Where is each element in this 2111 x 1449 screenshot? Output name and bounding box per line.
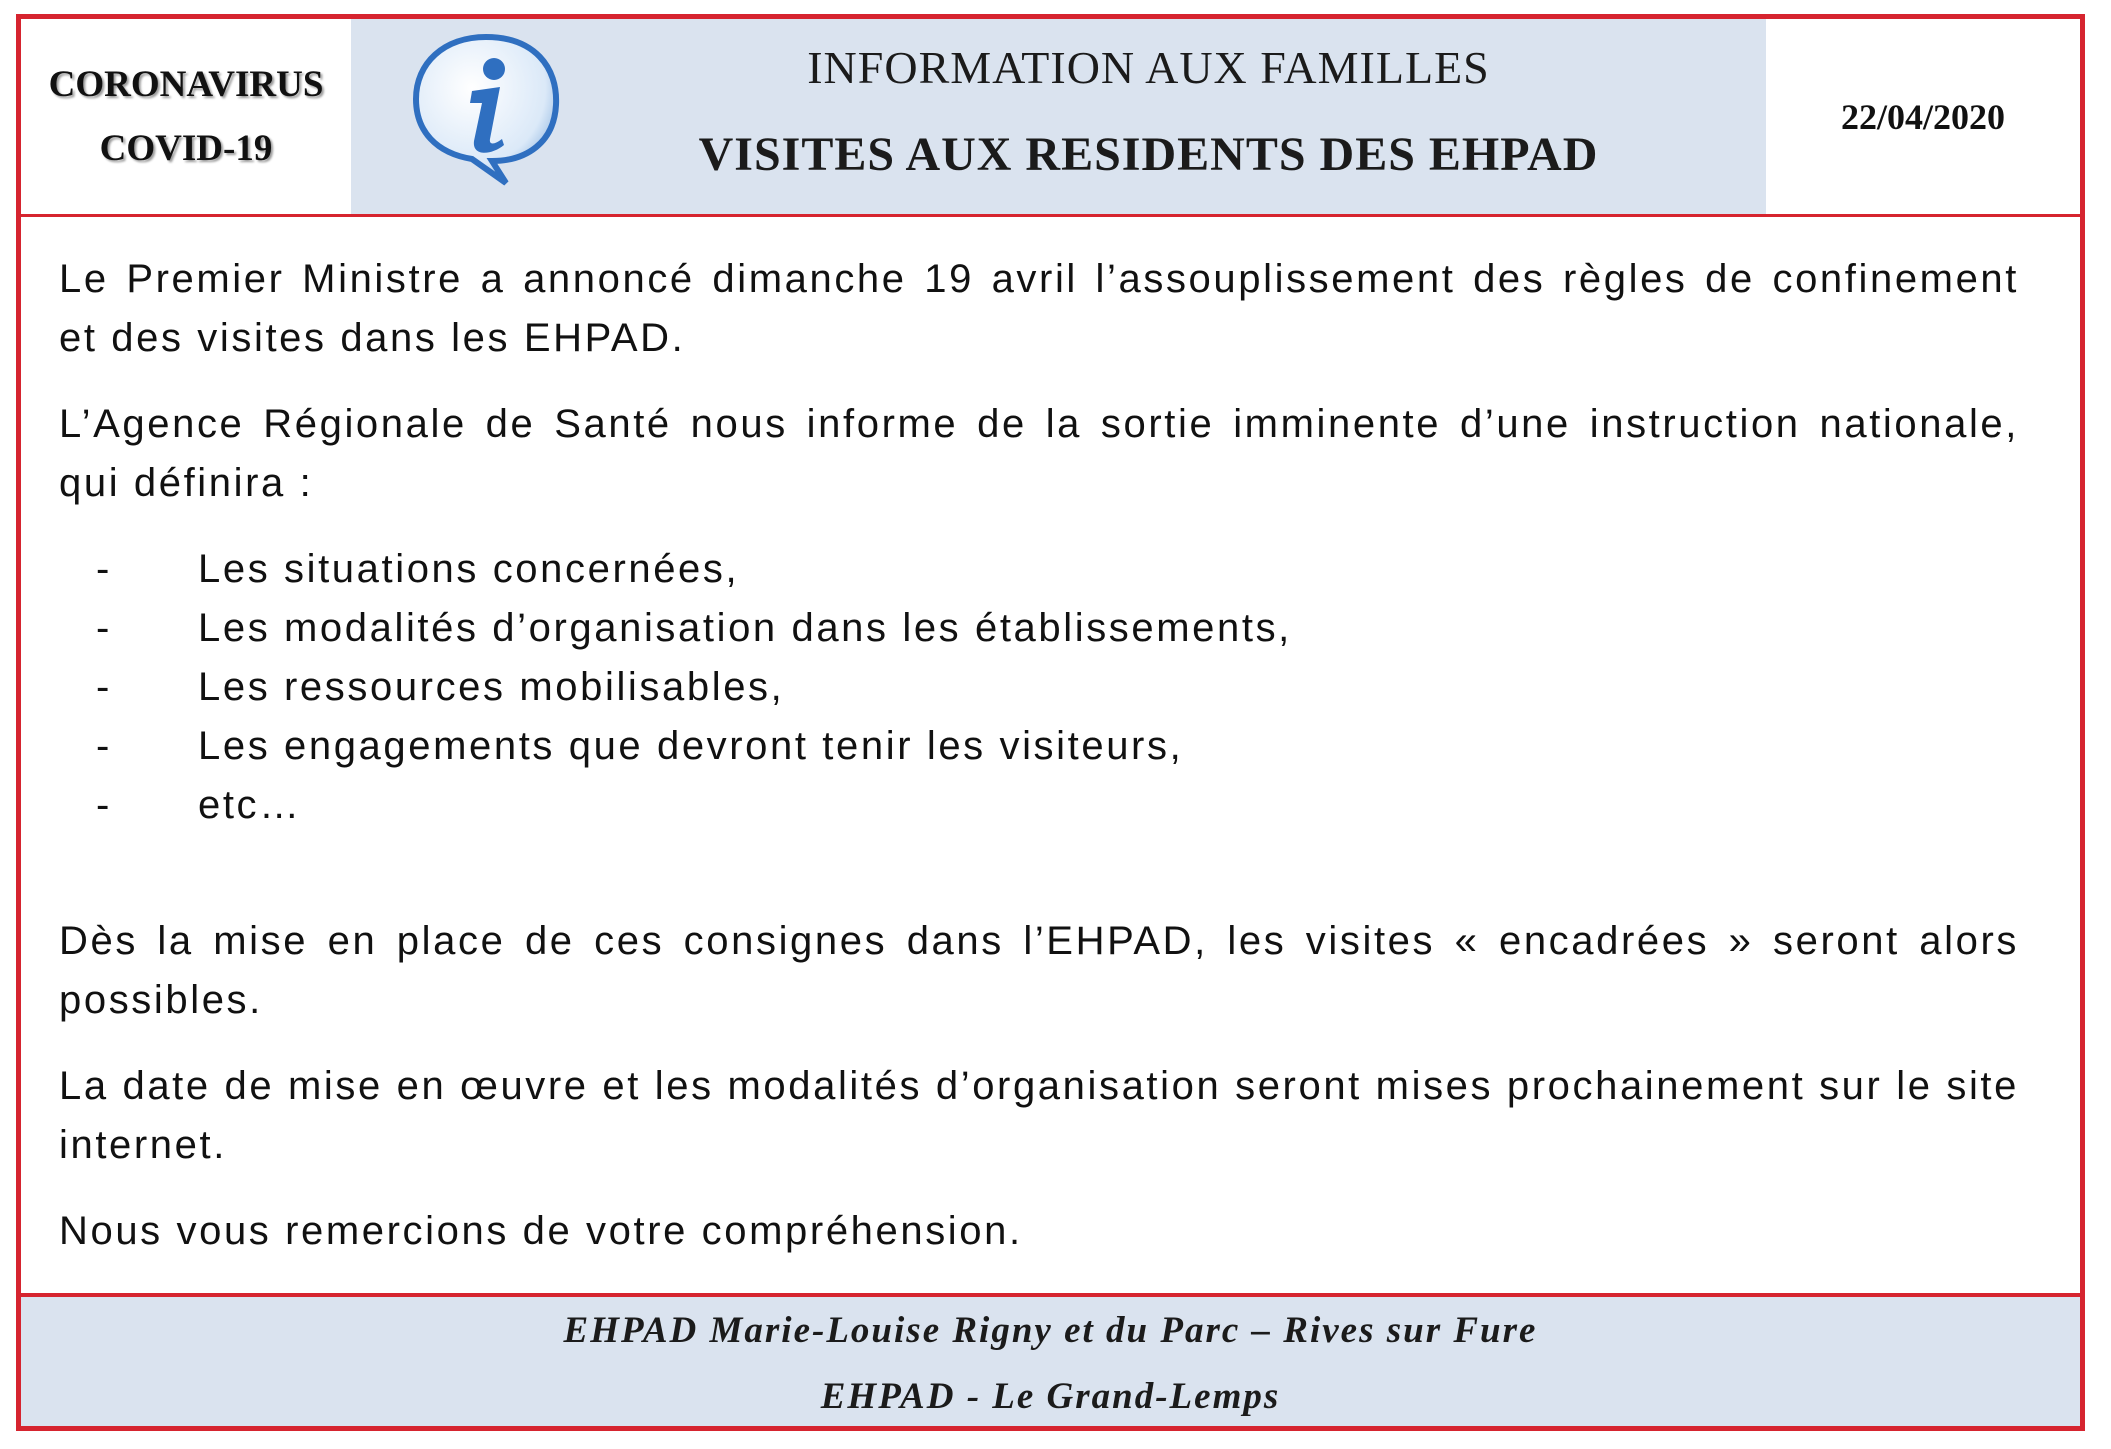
list-item — [59, 776, 2019, 835]
list-dash: - — [96, 783, 112, 827]
paragraph-thanks: Nous vous remercions de votre compréhension. — [59, 1209, 1023, 1253]
instruction-list — [59, 540, 2019, 835]
notice-body — [59, 250, 2019, 1288]
paragraph-website: La date de mise en œuvre et les modalités d’organisation seront mises prochainement sur le site internet. — [59, 1064, 2019, 1167]
list-item — [59, 540, 2019, 599]
list-item-text: Les modalités d’organisation dans les établissements, — [198, 606, 1292, 650]
footer-line2: EHPAD - Le Grand-Lemps — [820, 1376, 1281, 1417]
paragraph-ars: L’Agence Régionale de Santé nous informe de la sortie imminente d’une instruction nationale, qui définira : — [59, 402, 2019, 505]
header — [21, 19, 2080, 217]
notice-date: 22/04/2020 — [1840, 96, 2005, 137]
list-item-text: etc… — [198, 783, 302, 827]
header-title-panel — [351, 19, 1766, 214]
list-item-text: Les ressources mobilisables, — [198, 665, 785, 709]
list-item — [59, 658, 2019, 717]
page-title: INFORMATION AUX FAMILLES — [807, 42, 1490, 93]
covid-label-line2: COVID-19 — [99, 127, 273, 169]
list-dash: - — [96, 665, 112, 709]
list-item — [59, 599, 2019, 658]
list-item — [59, 717, 2019, 776]
paragraph-visits: Dès la mise en place de ces consignes dans l’EHPAD, les visites « encadrées » seront alors possibles. — [59, 919, 2019, 1022]
page-subtitle: VISITES AUX RESIDENTS DES EHPAD — [698, 128, 1599, 181]
list-item-text: Les engagements que devront tenir les visiteurs, — [198, 724, 1184, 768]
covid-label — [21, 19, 351, 214]
list-dash: - — [96, 547, 112, 591]
list-dash: - — [96, 724, 112, 768]
info-speech-bubble-icon — [406, 27, 566, 187]
list-dash: - — [96, 606, 112, 650]
list-item-text: Les situations concernées, — [198, 547, 740, 591]
covid-label-line1: CORONAVIRUS — [48, 63, 324, 105]
footer-line1: EHPAD Marie-Louise Rigny et du Parc – Rives sur Fure — [563, 1310, 1538, 1351]
paragraph-announcement: Le Premier Ministre a annoncé dimanche 19 avril l’assouplissement des règles de confinement et des visites dans les EHPAD. — [59, 257, 2019, 360]
